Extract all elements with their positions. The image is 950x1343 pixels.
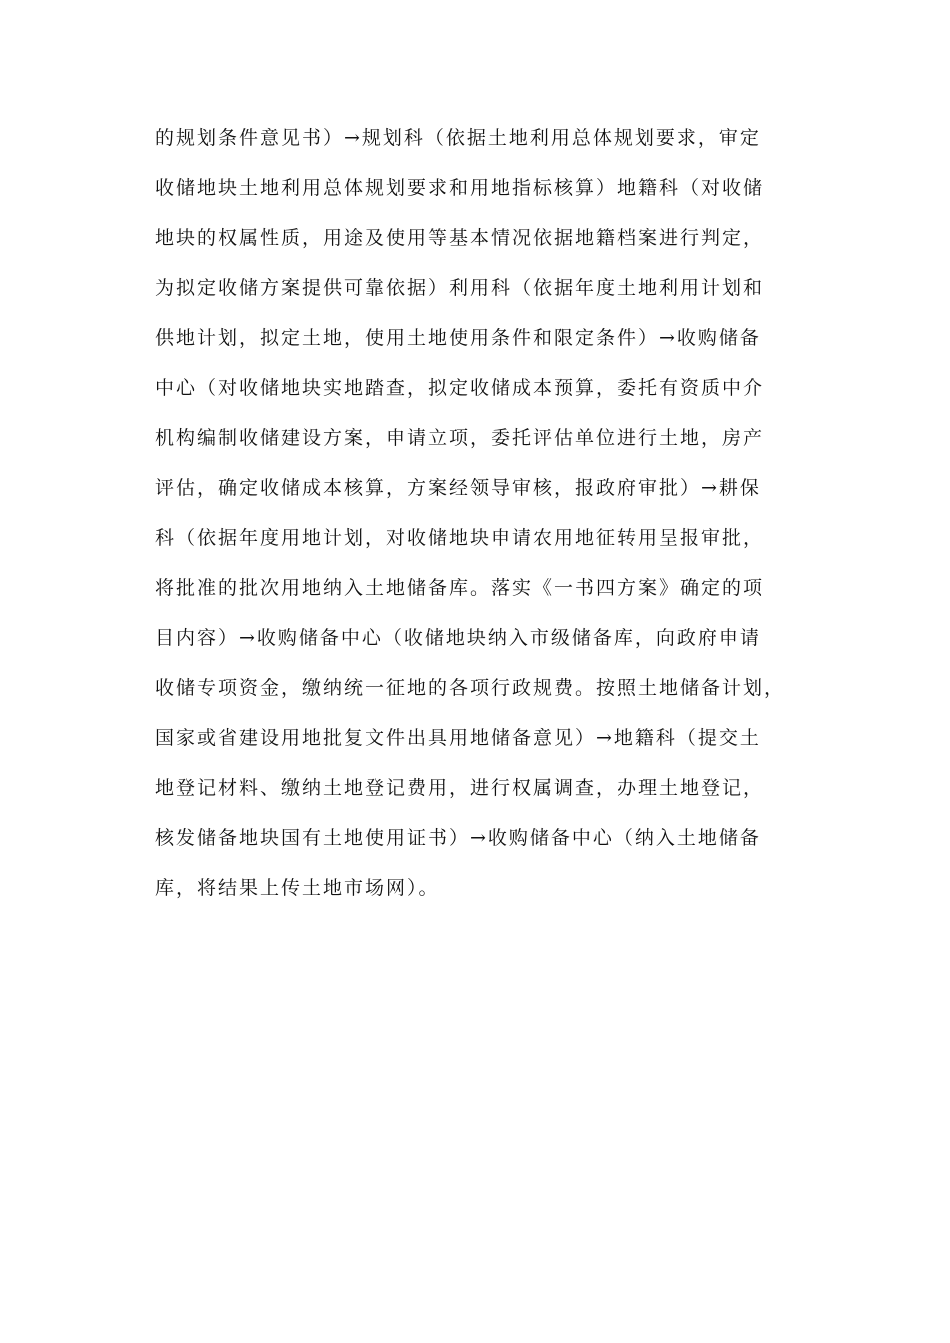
text-line: 目内容）→收购储备中心（收储地块纳入市级储备库，向政府申请 (155, 627, 761, 649)
body-paragraph (155, 118, 815, 918)
text-line: 供地计划，拟定土地，使用土地使用条件和限定条件）→收购储备 (155, 327, 761, 349)
text-line: 国家或省建设用地批复文件出具用地储备意见）→地籍科（提交土 (155, 727, 761, 749)
text-line: 中心（对收储地块实地踏查，拟定收储成本预算，委托有资质中介 (155, 377, 765, 399)
text-line: 机构编制收储建设方案，申请立项，委托评估单位进行土地，房产 (155, 427, 765, 449)
text-line: 评估，确定收储成本核算，方案经领导审核，报政府审批）→耕保 (155, 477, 761, 499)
text-line: 核发储备地块国有土地使用证书）→收购储备中心（纳入土地储备 (155, 827, 761, 849)
text-line: 库，将结果上传土地市场网）。 (155, 877, 440, 899)
text-line: 的规划条件意见书）→规划科（依据土地利用总体规划要求，审定 (155, 127, 761, 149)
text-line: 科（依据年度用地计划，对收储地块申请农用地征转用呈报审批， (155, 527, 765, 549)
text-line: 收储专项资金，缴纳统一征地的各项行政规费。按照土地储备计划， (155, 677, 786, 699)
text-line: 为拟定收储方案提供可靠依据）利用科（依据年度土地利用计划和 (155, 277, 765, 299)
text-line: 地块的权属性质，用途及使用等基本情况依据地籍档案进行判定， (155, 227, 765, 249)
text-line: 将批准的批次用地纳入土地储备库。落实《一书四方案》确定的项 (155, 577, 765, 599)
text-line: 地登记材料、缴纳土地登记费用，进行权属调查，办理土地登记， (155, 777, 765, 799)
text-line: 收储地块土地利用总体规划要求和用地指标核算）地籍科（对收储 (155, 177, 765, 199)
